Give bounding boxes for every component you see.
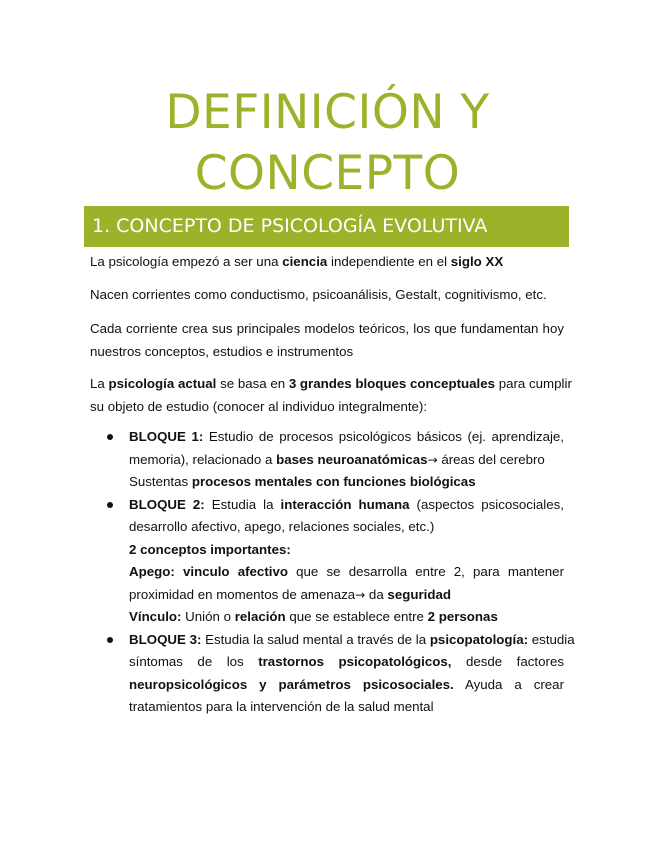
text: da <box>365 586 388 602</box>
bold-text: bases neuroanatómicas <box>276 451 428 467</box>
item-line <box>129 494 564 517</box>
list-item-bloque-1 <box>90 426 564 494</box>
text: síntomas de los <box>129 654 259 669</box>
item-line <box>129 584 564 607</box>
bold-text: ciencia <box>282 254 328 269</box>
bold-text: interacción humana <box>280 496 410 512</box>
title-line-1: DEFINICIÓN Y <box>165 85 490 140</box>
text: proximidad en momentos de amenaza <box>129 586 356 602</box>
bloques-list <box>90 426 575 719</box>
paragraph-ciencia <box>90 251 564 274</box>
text: La psicología empezó a ser una <box>90 254 283 269</box>
arrow-icon: → <box>355 587 366 602</box>
text: La <box>90 376 109 391</box>
item-line <box>129 539 564 562</box>
bold-text: psicología actual <box>108 376 217 391</box>
arrow-icon: → <box>427 452 438 467</box>
bold-text: psicopatología: <box>429 631 529 647</box>
text: se basa en <box>216 376 289 391</box>
text: Estudio de procesos psicológicos básicos (ej. aprendizaje, <box>203 429 565 444</box>
paragraph-modelos: Cada corriente crea sus principales modelos teóricos, los que fundamentan hoy nuestros conceptos, estudios e instrumentos <box>90 321 564 359</box>
item-line <box>129 606 564 629</box>
text <box>175 564 183 579</box>
bold-text: vinculo afectivo <box>182 564 288 579</box>
bold-text: procesos mentales con funciones biológicas <box>191 474 476 489</box>
paragraph-line <box>90 373 572 396</box>
bold-text: siglo XX <box>450 254 504 269</box>
text: independiente en el <box>327 254 451 269</box>
item-line <box>129 449 564 472</box>
bold-text: neuropsicológicos y parámetros psicosociales. <box>129 676 454 692</box>
bold-text: 2 conceptos importantes: <box>129 541 291 557</box>
bold-text: 2 personas <box>427 609 498 624</box>
paragraph-corrientes: Nacen corrientes como conductismo, psicoanálisis, Gestalt, cognitivismo, etc. <box>90 287 547 302</box>
item-line <box>129 629 575 652</box>
text: para cumplir <box>495 376 572 391</box>
text: Estudia la <box>204 496 281 512</box>
paragraph-line: su objeto de estudio (conocer al individuo integralmente): <box>90 398 428 414</box>
text: que se establece entre <box>285 609 428 624</box>
bold-text: relación <box>234 609 286 624</box>
bold-text: Apego: <box>129 564 175 579</box>
section-heading: 1. CONCEPTO DE PSICOLOGÍA EVOLUTIVA <box>84 206 569 247</box>
list-item-bloque-2 <box>90 494 564 629</box>
title-line-2: CONCEPTO <box>194 146 461 201</box>
list-item-bloque-3 <box>90 629 575 719</box>
bold-text: BLOQUE 3: <box>129 631 202 647</box>
text: estudia <box>528 631 575 647</box>
bold-text: trastornos psicopatológicos, <box>258 654 452 669</box>
bold-text: Vínculo: <box>129 609 182 624</box>
bullet-icon <box>107 434 113 440</box>
text: que se desarrolla entre 2, para mantener <box>287 564 564 579</box>
text: Sustentas <box>129 474 192 489</box>
text: Estudia la salud mental a través de la <box>201 631 430 647</box>
item-line <box>129 561 564 584</box>
bold-text: seguridad <box>387 586 451 602</box>
bullet-icon <box>107 502 113 508</box>
item-line: tratamientos para la intervención de la salud mental <box>129 699 434 714</box>
bullet-icon <box>107 637 113 643</box>
text: desde factores <box>451 654 564 669</box>
paragraph-psicologia-actual <box>90 373 572 418</box>
text: (aspectos psicosociales, <box>409 496 564 512</box>
text: Ayuda a crear <box>453 676 564 692</box>
text: memoria), relacionado a <box>129 451 277 467</box>
item-line <box>129 674 564 697</box>
text: áreas del cerebro <box>437 451 545 467</box>
item-line <box>129 651 564 674</box>
page-title <box>0 82 655 204</box>
item-line: desarrollo afectivo, apego, relaciones sociales, etc.) <box>129 519 435 534</box>
bold-text: 3 grandes bloques conceptuales <box>288 376 496 391</box>
bold-text: BLOQUE 2: <box>129 496 205 512</box>
item-line <box>129 426 564 449</box>
bold-text: BLOQUE 1: <box>129 429 204 444</box>
text: Unión o <box>181 609 235 624</box>
item-line <box>129 471 564 494</box>
